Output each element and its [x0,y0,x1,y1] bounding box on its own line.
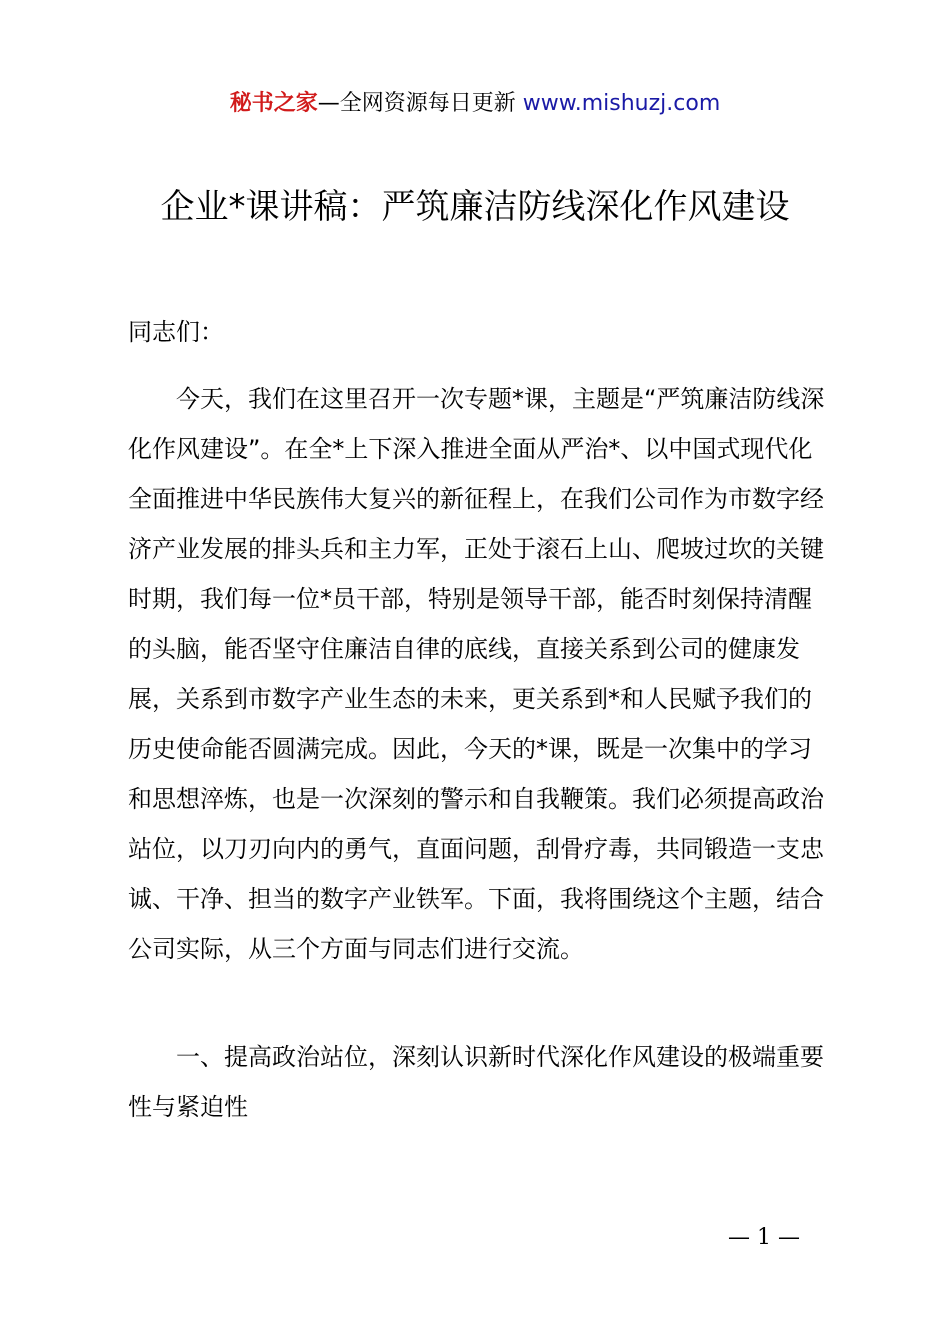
site-header [0,86,950,122]
document-title: 企业*课讲稿：严筑廉洁防线深化作风建设 [160,187,790,227]
site-url-link[interactable]: www.mishuzj.com [522,91,721,116]
page-number: — 1 — [728,1225,800,1250]
brand-name: 秘书之家 [229,91,318,116]
section-heading: 一、提高政治站位，深刻认识新时代深化作风建设的极端重要性与紧迫性 [128,1043,824,1121]
salutation: 同志们： [128,318,224,346]
header-tagline: —全网资源每日更新 [317,91,523,116]
body-paragraph: 今天，我们在这里召开一次专题*课，主题是“严筑廉洁防线深化作风建设”。在全*上下深入推进全面从严治*、以中国式现代化全面推进中华民族伟大复兴的新征程上，在我们公司作为市数字经济产业发展的排头兵和主力军，正处于滚石上山、爬坡过坎的关键时期，我们每一位*员干部，特别是领导干部，能否时刻保持清醒的头脑，能否坚守住廉洁自律的底线，直接关系到公司的健康发展，关系到市数字产业生态的未来，更关系到*和人民赋予我们的历史使命能否圆满完成。因此，今天的*课，既是一次集中的学习和思想淬炼，也是一次深刻的警示和自我鞭策。我们必须提高政治站位，以刀刃向内的勇气，直面问题，刮骨疗毒，共同锻造一支忠诚、干净、担当的数字产业铁军。下面，我将围绕这个主题，结合公司实际，从三个方面与同志们进行交流。 [128,385,825,963]
